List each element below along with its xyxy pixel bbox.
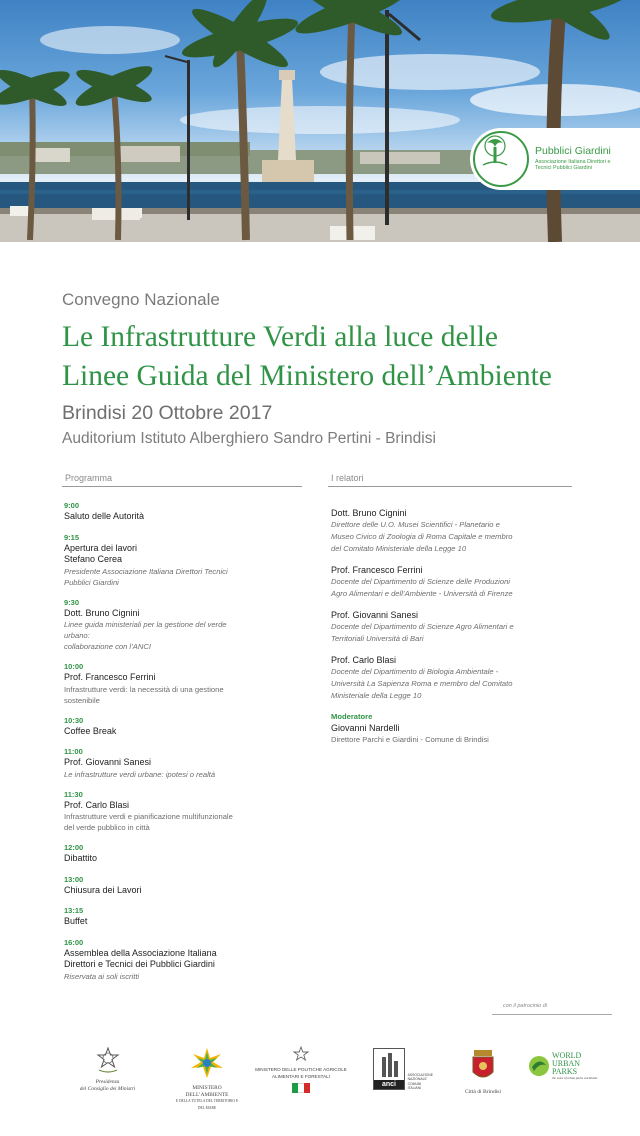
patronage-label: con il patrocinio di [503, 1003, 548, 1009]
programme-slot [64, 715, 304, 738]
event-kicker: Convegno Nazionale [62, 290, 220, 309]
politiche-caption-1: MINISTERO DELLE POLITICHE AGRICOLE [255, 1067, 347, 1072]
brindisi-caption: Città di Brindisi [464, 1089, 502, 1095]
ambiente-caption-2: E DELLA TUTELA DEL TERRITORIO E DEL MARE [175, 1099, 239, 1110]
badge-subtitle: Associazione Italiana Direttori e Tecnici Pubblici Giardini [535, 159, 611, 171]
speaker [331, 564, 591, 600]
ambiente-star-icon [187, 1046, 227, 1080]
slot-time: 10:00 [64, 662, 84, 671]
slot-time: 11:30 [64, 789, 83, 799]
slot-title: Coffee Break [64, 725, 117, 736]
event-title [62, 318, 552, 396]
slot-description: Riservata ai soli iscritti [64, 971, 140, 981]
speaker-name: Prof. Giovanni Sanesi [331, 610, 419, 620]
event-venue: Auditorium Istituto Alberghiero Sandro Pertini - Brindisi [62, 430, 436, 447]
speaker [331, 609, 591, 645]
slot-description: sostenibile [64, 695, 100, 705]
slot-title: Apertura dei lavori [64, 542, 138, 553]
event-date: Brindisi 20 Ottobre 2017 [62, 402, 273, 424]
slot-title: Direttori e Tecnici dei Pubblici Giardini [64, 959, 215, 969]
hero-photo [0, 0, 640, 242]
ministero-politiche-agricole-logo [245, 1046, 357, 1093]
programme-heading: Programma [65, 473, 113, 483]
wup-tagline: the voice of urban parks worldwide [552, 1076, 598, 1080]
slot-time: 13:15 [64, 906, 84, 915]
sponsor-logos [0, 1040, 640, 1110]
slot-time: 16:00 [64, 937, 84, 947]
speaker-name: Prof. Francesco Ferrini [331, 565, 423, 575]
moderator-label: Moderatore [331, 712, 373, 721]
slot-description: Infrastrutture verdi e pianificazione multifunzionale [64, 812, 233, 821]
programme-list [64, 500, 304, 991]
speaker-role: Docente del Dipartimento di Scienze Agro Alimentari e [331, 622, 514, 631]
anci-caption-2: NAZIONALE [407, 1077, 427, 1082]
slot-time: 9:15 [64, 532, 80, 542]
waterfront-scene [0, 0, 640, 242]
speaker-name: Dott. Bruno Cignini [331, 508, 407, 518]
slot-title: Assemblea della Associazione Italiana [64, 947, 217, 958]
slot-title: Prof. Giovanni Sanesi [64, 757, 152, 767]
speaker-role: Università La Sapienza Roma e membro del Comitato [331, 679, 513, 688]
programme-slot [64, 597, 304, 653]
italian-emblem-icon [96, 1046, 120, 1074]
programme-slot [64, 874, 304, 897]
brindisi-crest-icon [470, 1048, 496, 1084]
slot-description: Presidente Associazione Italiana Direttori Tecnici [64, 566, 228, 576]
speaker-role: Docente del Dipartimento di Scienze delle Produzioni [331, 577, 510, 586]
moderator [331, 711, 591, 746]
presidenza-caption-2: del Consiglio dei Ministri [79, 1085, 136, 1092]
italian-flag-icon [292, 1083, 310, 1093]
anci-mark-text: anci [374, 1080, 404, 1089]
anci-caption-4: ITALIANI [407, 1085, 422, 1090]
slot-description: del verde pubblico in città [64, 823, 150, 832]
speaker-name: Prof. Carlo Blasi [331, 655, 397, 665]
wup-line-2: URBAN [552, 1059, 581, 1068]
slot-time: 10:30 [64, 715, 84, 725]
programme-slot [64, 842, 304, 865]
slot-time: 11:00 [64, 747, 83, 756]
presidenza-caption-1: Presidenza [95, 1079, 120, 1085]
wup-line-1: WORLD [552, 1051, 582, 1060]
slot-title: Prof. Carlo Blasi [64, 799, 130, 810]
programme-slot [64, 789, 304, 834]
slot-title: Dibattito [64, 853, 98, 863]
programme-slot [64, 532, 304, 588]
globe-leaf-icon [528, 1055, 550, 1077]
pubblici-giardini-badge [470, 128, 640, 190]
moderator-name: Giovanni Nardelli [331, 723, 400, 733]
speaker [331, 654, 591, 702]
programme-slot [64, 905, 304, 928]
speaker [331, 507, 591, 555]
politiche-caption-2: ALIMENTARI E FORESTALI [271, 1073, 331, 1079]
tree-logo-icon [473, 131, 529, 187]
slot-description: Le infrastrutture verdi urbane: ipotesi o realtà [64, 769, 216, 779]
ministero-ambiente-logo [172, 1046, 242, 1111]
programme-slot [64, 500, 304, 523]
slot-description: Pubblici Giardini [64, 577, 119, 587]
speaker-role: Ministeriale della Legge 10 [331, 691, 422, 700]
slot-title: Dott. Bruno Cignini [64, 607, 140, 618]
speaker-role: Direttore delle U.O. Musei Scientifici - Planetario e [331, 520, 500, 529]
wup-line-3: PARKS [552, 1067, 578, 1076]
speakers-rule [328, 486, 572, 487]
event-title-line-1: Le Infrastrutture Verdi alla luce delle [62, 321, 499, 353]
anci-caption-1: ASSOCIAZIONE [407, 1073, 433, 1078]
speaker-role: Docente del Dipartimento di Biologia Ambientale - [331, 667, 499, 676]
anci-logo [373, 1048, 433, 1090]
programme-slot [64, 661, 304, 706]
moderator-role: Direttore Parchi e Giardini - Comune di Brindisi [331, 735, 489, 744]
slot-title: Stefano Cerea [64, 554, 123, 564]
ambiente-caption-1: MINISTERO DELL’AMBIENTE [185, 1085, 229, 1098]
programme-slot [64, 746, 304, 780]
slot-title: Chiusura dei Lavori [64, 884, 142, 895]
anci-mark-icon [373, 1048, 405, 1090]
slot-title: Buffet [64, 916, 88, 926]
slot-description: urbano: [64, 631, 90, 640]
slot-description: collaborazione con l’ANCI [64, 642, 151, 651]
speaker-role: Museo Civico di Zoologia di Roma Capitale e membro [331, 532, 513, 541]
emblem-icon [293, 1046, 309, 1062]
speakers-list [331, 507, 591, 755]
slot-title: Saluto delle Autorità [64, 511, 145, 521]
anci-caption-3: COMUNI [407, 1081, 422, 1086]
programme-rule [62, 486, 302, 487]
speaker-role: Territoriali Università di Bari [331, 634, 424, 643]
programme-slot [64, 937, 304, 982]
slot-time: 9:30 [64, 597, 80, 607]
slot-time: 13:00 [64, 874, 84, 884]
slot-description: Infrastrutture verdi: la necessità di una gestione [64, 684, 224, 694]
world-urban-parks-logo [528, 1052, 608, 1080]
presidenza-logo [70, 1046, 145, 1092]
badge-name: Pubblici Giardini [535, 145, 611, 158]
speaker-role: Agro Alimentari e dell’Ambiente - Università di Firenze [331, 589, 513, 598]
slot-title: Prof. Francesco Ferrini [64, 672, 156, 682]
citta-di-brindisi-logo [456, 1048, 510, 1096]
slot-time: 12:00 [64, 843, 84, 852]
patronage-rule [492, 1014, 612, 1015]
event-title-line-2: Linee Guida del Ministero dell’Ambiente [62, 360, 552, 392]
speaker-role: del Comitato Ministeriale della Legge 10 [331, 544, 467, 553]
slot-description: Linee guida ministeriali per la gestione del verde [64, 620, 227, 629]
speakers-heading: I relatori [331, 473, 364, 483]
slot-time: 9:00 [64, 501, 80, 510]
